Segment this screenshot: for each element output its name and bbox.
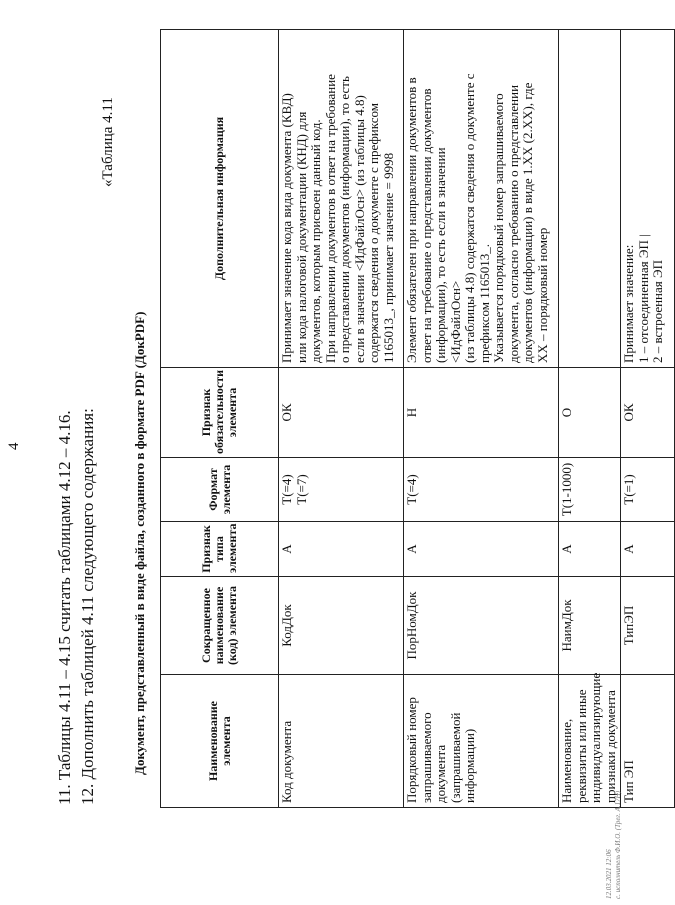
cell-format: T(=4) [404, 458, 559, 522]
page-number: 4 [6, 442, 22, 450]
info-line: Элемент обязателен при направлении документов в [404, 77, 419, 363]
header-info: Дополнительная информация [161, 30, 279, 368]
table-header-row [161, 30, 279, 808]
info-line: ответ на требование о представлении документов [418, 88, 434, 363]
info-line: (информации), то есть если в значении [433, 147, 448, 363]
cell-type: А [621, 522, 675, 577]
info-line: Принимает значение кода вида документа (КВД) [279, 93, 294, 363]
info-line: (из таблицы 4.8) содержатся сведения о документе с [462, 73, 477, 363]
info-line: Указывается порядковый номер запрашиваемого [491, 93, 506, 363]
table-row [404, 30, 559, 808]
info-line: документов, которым присвоен данный код. [308, 119, 323, 363]
header-name: Наименование элемента [161, 675, 279, 808]
cell-info [404, 30, 559, 368]
cell-type: А [404, 522, 559, 577]
cell-required: ОК [621, 368, 675, 458]
cell-required: Н [404, 368, 559, 458]
cell-code: НаимДок [559, 577, 621, 675]
header-type: Признак типа элемента [161, 522, 279, 577]
info-line: документов (информации) в виде 1.XX (2.XX), где [520, 82, 535, 363]
header-code: Сокращенное наименование (код) элемента [161, 577, 279, 675]
info-line: 1165013_, принимает значение = 9998 [380, 152, 396, 363]
cell-info [559, 30, 621, 368]
table-row [559, 30, 621, 808]
info-line: содержатся сведения о документе с префиксом [366, 103, 381, 363]
cell-code: ТипЭП [621, 577, 675, 675]
intro-line-2: 12. Дополнить таблицей 4.11 следующего содержания: [78, 408, 97, 805]
cell-required: ОК [279, 368, 404, 458]
table-row [279, 30, 404, 808]
cell-code: ПорНомДок [404, 577, 559, 675]
intro-line-1: 11. Таблицы 4.11 – 4.15 считать таблицами 4.12 – 4.16. [55, 410, 74, 805]
info-line: о представлении документов (информации), то есть [337, 76, 352, 363]
header-required: Признак обязательности элемента [161, 368, 279, 458]
info-line: 2 – встроенная ЭП [650, 260, 665, 363]
cell-required: О [559, 368, 621, 458]
info-line: если в значении <ИдФайлОсн> (из таблицы 4.8) [351, 95, 367, 363]
table-label: «Таблица 4.11 [100, 97, 116, 187]
table-container [160, 30, 675, 808]
footer-timestamp: 12.03.2021 12:06 [605, 849, 613, 899]
info-line: 1 – отсоединенная ЭП | [635, 234, 651, 363]
cell-type: А [559, 522, 621, 577]
info-line: документа, согласно требованию о представлении [505, 84, 521, 363]
table-row [621, 30, 675, 808]
info-line: XX – порядковый номер [534, 227, 550, 363]
cell-name: Код документа [279, 675, 404, 808]
cell-code: КодДок [279, 577, 404, 675]
cell-format: T(=1) [621, 458, 675, 522]
cell-info [621, 30, 675, 368]
cell-name: Наименование, реквизиты или иные индивидуализирующие признаки документа [559, 675, 621, 808]
footer-executor: с. исполнитель Ф.И.О. (Трег. А.17Н) [614, 791, 622, 899]
info-line: <ИдФайлОсн> [447, 280, 463, 363]
info-line: или кода налоговой документации (КНД) для [293, 111, 309, 363]
cell-type: А [279, 522, 404, 577]
info-line: При направлении документов в ответ на требование [322, 74, 338, 363]
table-caption: Документ, представленный в виде файла, созданного в формате PDF (ДокPDF) [132, 311, 147, 775]
info-line: префиксом 1165013_. [476, 243, 492, 363]
cell-info [279, 30, 404, 368]
format-value: T(=4) T(=7) [279, 474, 309, 505]
elements-table [160, 29, 675, 808]
cell-format: T(1-1000) [559, 458, 621, 522]
cell-name: Тип ЭП [621, 675, 675, 808]
header-format: Формат элемента [161, 458, 279, 522]
info-line: Принимает значение: [621, 244, 636, 363]
cell-format [279, 458, 404, 522]
cell-name: Порядковый номер запрашиваемого документа (запрашиваемой информации) [404, 675, 559, 808]
